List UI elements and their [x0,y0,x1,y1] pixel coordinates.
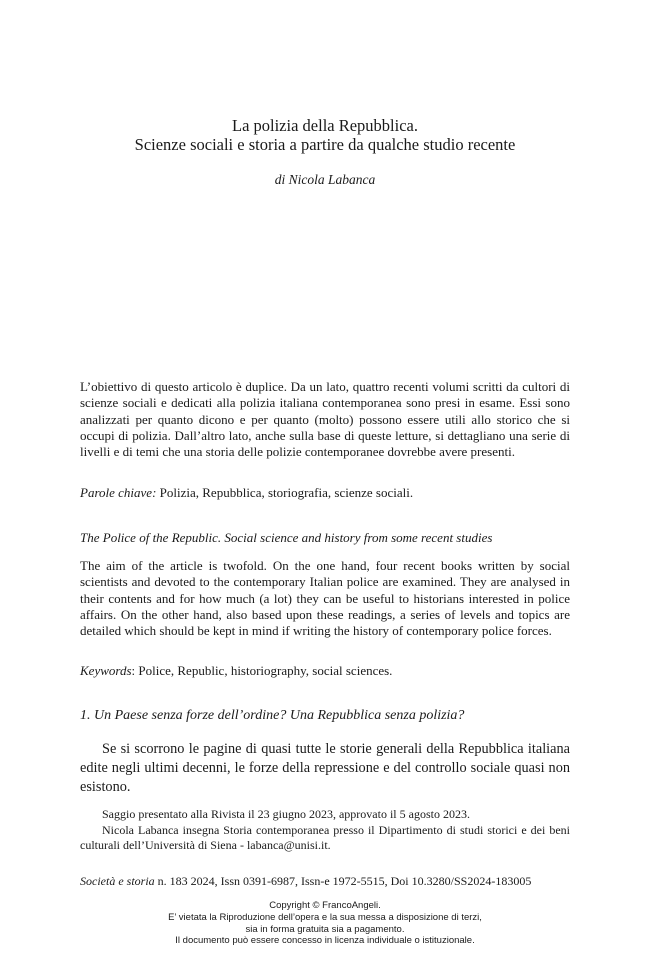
copyright-line-1: Copyright © FrancoAngeli. [269,900,381,911]
journal-name: Società e storia [80,874,155,888]
body-paragraph [80,740,570,797]
article-title [0,116,650,154]
author-name: di Nicola Labanca [274,172,376,187]
section-heading: 1. Un Paese senza forze dell’ordine? Una Repubblica senza polizia? [80,708,465,723]
keywords-italian-values: Polizia, Repubblica, storiografia, scienze sociali. [159,485,414,500]
footnote-submission: Saggio presentato alla Rivista il 23 giugno 2023, approvato il 5 agosto 2023. [102,807,470,821]
copyright-line-3: sia in forma gratuita sia a pagamento. [245,923,405,935]
copyright-line-2: E’ vietata la Riproduzione dell’opera e la sua messa a disposizione di terzi, [168,911,482,923]
footnote-author-affiliation: Nicola Labanca insegna Storia contemporanea presso il Dipartimento di studi storici e dei beni culturali dell’Università di Siena - labanca@unisi.it. [80,822,570,852]
journal-citation [80,874,570,889]
keywords-english-label: Keywords [80,663,132,678]
journal-details: n. 183 2024, Issn 0391-6987, Issn-e 1972-5515, Doi 10.3280/SS2024-183005 [154,874,532,888]
title-line-2: Scienze sociali e storia a partire da qualche studio recente [134,135,516,154]
keywords-italian [80,485,570,501]
title-line-1: La polizia della Repubblica. [231,116,418,135]
keywords-english [80,663,570,679]
copyright-notice [0,900,650,947]
keywords-italian-label: Parole chiave: [80,485,157,500]
footnote [80,807,570,854]
keywords-english-values: : Police, Republic, historiography, social sciences. [131,663,393,678]
body-paragraph-text: Se si scorrono le pagine di quasi tutte le storie generali della Repubblica italiana edite negli ultimi decenni, le forze della repressione e del controllo sociale quasi non esistono. [80,741,570,795]
abstract-english: The aim of the article is twofold. On the one hand, four recent books written by social scientists and devoted to the contemporary Italian police are examined. They are analysed in their contents and for how much (a lot) they can be useful to historians interested in police affairs. On the other hand, also based upon these readings, a series of levels and topics are detailed which should be kept in mind if writing the history of contemporary police forces. [80,558,570,639]
abstract-italian: L’obiettivo di questo articolo è duplice. Da un lato, quattro recenti volumi scritti da cultori di scienze sociali e dedicati alla polizia italiana contemporanea sono presi in esame. Essi sono analizzati per quanto dicono e per quanto (molto) possono essere utili allo storico che si occupi di polizia. Dall’altro lato, anche sulla base di queste letture, si dettagliano una serie di livelli e di temi che una storia delle polizie contemporanee dovrebbe avere presenti. [80,379,570,460]
english-title: The Police of the Republic. Social science and history from some recent studies [80,530,493,545]
copyright-line-4: Il documento può essere concesso in licenza individuale o istituzionale. [175,935,475,947]
